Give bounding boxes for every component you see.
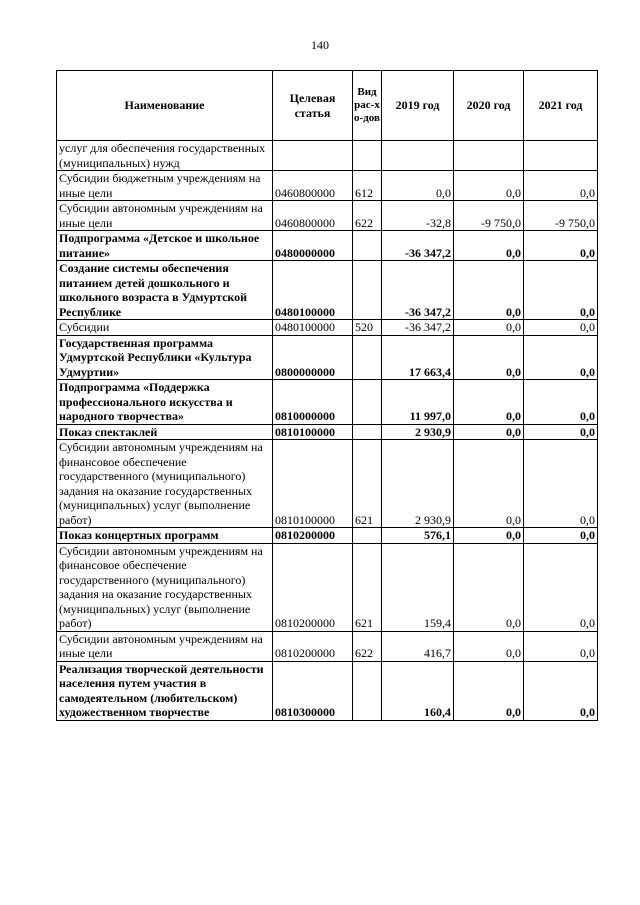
row-value-2021: 0,0	[524, 440, 598, 528]
row-value-2021: 0,0	[524, 528, 598, 544]
row-value-2021: 0,0	[524, 335, 598, 380]
row-value-2019: 17 663,4	[382, 335, 454, 380]
table-row	[57, 141, 598, 171]
row-target-code: 0460800000	[273, 201, 353, 231]
table-row	[57, 320, 598, 336]
table-row	[57, 201, 598, 231]
row-value-2020: 0,0	[454, 631, 524, 661]
row-name: Создание системы обеспечения питанием детей дошкольного и школьного возраста в Удмуртской Республике	[57, 261, 273, 320]
row-value-2019: -36 347,2	[382, 320, 454, 336]
table-header-row	[57, 71, 598, 141]
row-value-2021: 0,0	[524, 231, 598, 261]
row-value-2019: -36 347,2	[382, 231, 454, 261]
table-row	[57, 171, 598, 201]
row-name: Субсидии автономным учреждениям на иные цели	[57, 201, 273, 231]
table-row	[57, 424, 598, 440]
table-row	[57, 335, 598, 380]
row-expense-kind	[353, 335, 382, 380]
row-value-2021: 0,0	[524, 661, 598, 720]
row-value-2021: 0,0	[524, 631, 598, 661]
table-row	[57, 528, 598, 544]
row-value-2021: 0,0	[524, 261, 598, 320]
row-value-2020: 0,0	[454, 424, 524, 440]
row-target-code: 0810300000	[273, 661, 353, 720]
row-value-2019: -32,8	[382, 201, 454, 231]
row-expense-kind	[353, 424, 382, 440]
row-name: Показ концертных программ	[57, 528, 273, 544]
row-value-2019: 160,4	[382, 661, 454, 720]
row-name: Подпрограмма «Детское и школьное питание»	[57, 231, 273, 261]
header-2019: 2019 год	[382, 71, 454, 141]
row-name: Субсидии автономным учреждениям на финансовое обеспечение государственного (муниципального) задания на оказание государственных (муниципальных) услуг (выполнение работ)	[57, 440, 273, 528]
row-value-2019: 159,4	[382, 543, 454, 631]
table-row	[57, 543, 598, 631]
row-value-2021: 0,0	[524, 171, 598, 201]
row-expense-kind: 622	[353, 631, 382, 661]
row-target-code	[273, 141, 353, 171]
row-value-2019	[382, 141, 454, 171]
row-target-code: 0480100000	[273, 261, 353, 320]
row-value-2019: 2 930,9	[382, 440, 454, 528]
table-row	[57, 440, 598, 528]
row-value-2019: 576,1	[382, 528, 454, 544]
row-target-code: 0810200000	[273, 631, 353, 661]
row-value-2021: 0,0	[524, 424, 598, 440]
row-name: услуг для обеспечения государственных (муниципальных) нужд	[57, 141, 273, 171]
row-expense-kind	[353, 661, 382, 720]
header-2021: 2021 год	[524, 71, 598, 141]
row-value-2020: 0,0	[454, 171, 524, 201]
row-name: Субсидии	[57, 320, 273, 336]
row-name: Субсидии бюджетным учреждениям на иные цели	[57, 171, 273, 201]
row-expense-kind	[353, 528, 382, 544]
row-value-2020	[454, 141, 524, 171]
row-value-2020: 0,0	[454, 543, 524, 631]
row-value-2020: 0,0	[454, 335, 524, 380]
row-target-code: 0810100000	[273, 424, 353, 440]
row-expense-kind	[353, 380, 382, 425]
row-target-code: 0810000000	[273, 380, 353, 425]
row-value-2020: 0,0	[454, 320, 524, 336]
row-value-2021: 0,0	[524, 380, 598, 425]
row-value-2021: -9 750,0	[524, 201, 598, 231]
row-value-2021	[524, 141, 598, 171]
page-number: 140	[311, 38, 329, 52]
row-name: Подпрограмма «Поддержка профессионального искусства и народного творчества»	[57, 380, 273, 425]
row-name: Государственная программа Удмуртской Республики «Культура Удмуртии»	[57, 335, 273, 380]
row-name: Реализация творческой деятельности населения путем участия в самодеятельном (любительском) художественном творчестве	[57, 661, 273, 720]
row-target-code: 0810100000	[273, 440, 353, 528]
row-value-2019: -36 347,2	[382, 261, 454, 320]
row-value-2020: -9 750,0	[454, 201, 524, 231]
table-row	[57, 380, 598, 425]
row-value-2019: 0,0	[382, 171, 454, 201]
row-value-2020: 0,0	[454, 231, 524, 261]
row-value-2019: 2 930,9	[382, 424, 454, 440]
row-expense-kind	[353, 261, 382, 320]
row-value-2019: 11 997,0	[382, 380, 454, 425]
row-expense-kind: 622	[353, 201, 382, 231]
row-target-code: 0810200000	[273, 528, 353, 544]
row-target-code: 0800000000	[273, 335, 353, 380]
table-row	[57, 631, 598, 661]
row-value-2020: 0,0	[454, 528, 524, 544]
row-value-2019: 416,7	[382, 631, 454, 661]
row-value-2020: 0,0	[454, 661, 524, 720]
row-name: Субсидии автономным учреждениям на финансовое обеспечение государственного (муниципального) задания на оказание государственных (муниципальных) услуг (выполнение работ)	[57, 543, 273, 631]
row-target-code: 0480000000	[273, 231, 353, 261]
row-expense-kind	[353, 141, 382, 171]
row-target-code: 0480100000	[273, 320, 353, 336]
table-row	[57, 261, 598, 320]
row-value-2020: 0,0	[454, 380, 524, 425]
header-target: Целевая статья	[273, 71, 353, 141]
header-name: Наименование	[57, 71, 273, 141]
table-row	[57, 231, 598, 261]
row-expense-kind: 621	[353, 543, 382, 631]
row-value-2021: 0,0	[524, 320, 598, 336]
row-name: Субсидии автономным учреждениям на иные цели	[57, 631, 273, 661]
header-2020: 2020 год	[454, 71, 524, 141]
row-value-2021: 0,0	[524, 543, 598, 631]
row-name: Показ спектаклей	[57, 424, 273, 440]
row-value-2020: 0,0	[454, 440, 524, 528]
budget-table	[56, 70, 598, 721]
row-value-2020: 0,0	[454, 261, 524, 320]
row-expense-kind: 621	[353, 440, 382, 528]
row-expense-kind: 612	[353, 171, 382, 201]
row-target-code: 0810200000	[273, 543, 353, 631]
row-expense-kind	[353, 231, 382, 261]
row-target-code: 0460800000	[273, 171, 353, 201]
row-expense-kind: 520	[353, 320, 382, 336]
header-kind: Вид рас-хо-дов	[353, 71, 382, 141]
table-row	[57, 661, 598, 720]
